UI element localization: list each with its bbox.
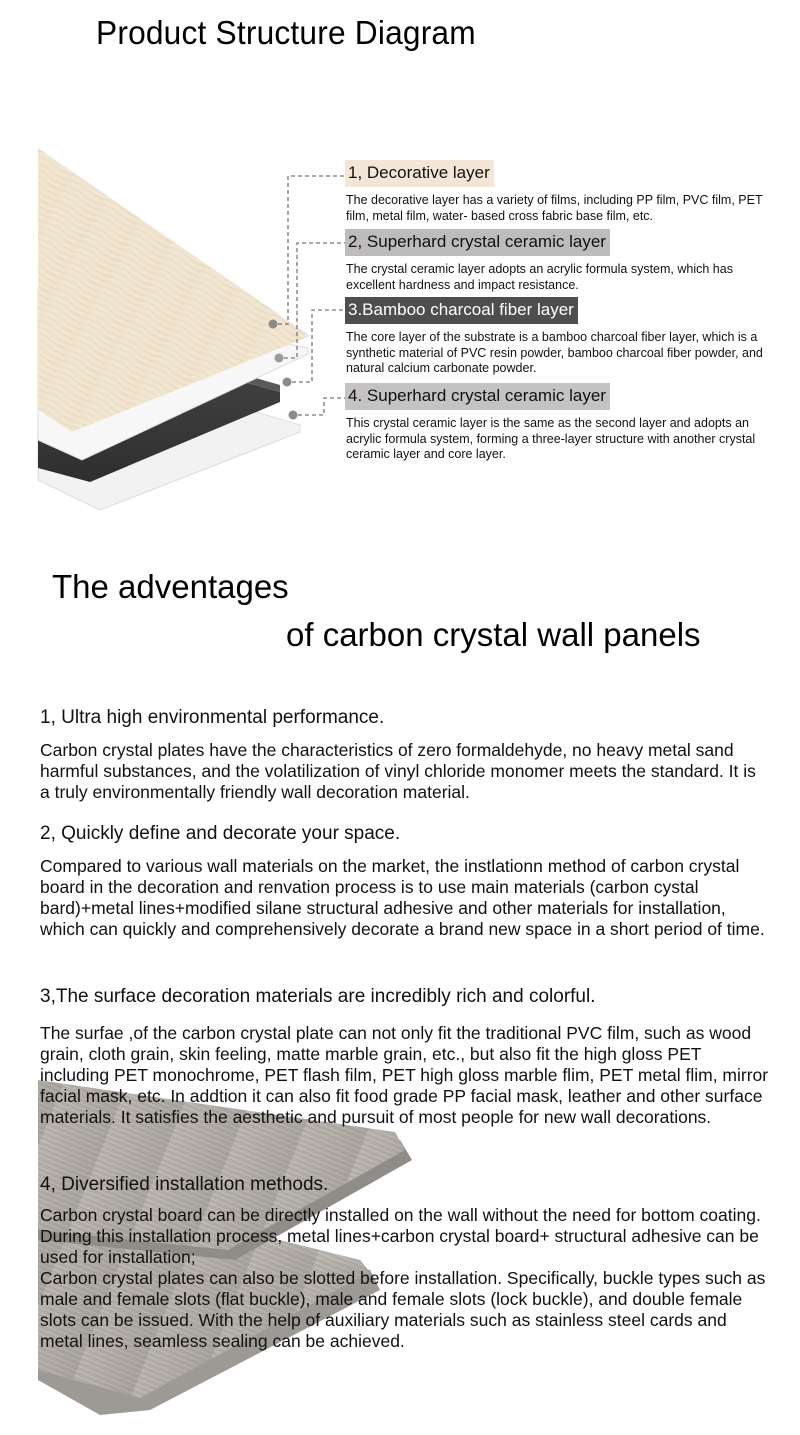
layer-1-marker-dot	[269, 320, 278, 329]
layer-1-callout	[345, 160, 775, 224]
advantage-4-paragraph-2: Carbon crystal plates can also be slotted before installation. Specifically, buckle types such as male and female slots (flat buckle), male and female slots (lock buckle), and double female slots can be issued. With the help of auxiliary materials such as stainless steel cards and metal lines, seamless sealing can be achieved.	[40, 1268, 766, 1351]
advantage-item-2	[40, 822, 770, 940]
advantage-2-paragraph: Compared to various wall materials on the market, the instlationn method of carbon crystal board in the decoration and renvation process is to use main materials (carbon cystal bard)+metal lines+modified silane structural adhesive and other materials for installation, which can quickly and comprehensively decorate a brand new space in a short period of time.	[40, 856, 765, 939]
layer-4-description: This crystal ceramic layer is the same as the second layer and adopts an acrylic formula system, forming a three-layer structure with another crystal ceramic layer and core layer.	[346, 416, 756, 461]
layer-2-marker-dot	[275, 354, 284, 363]
layer-3-description: The core layer of the substrate is a bamboo charcoal fiber layer, which is a synthetic material of PVC resin powder, bamboo charcoal fiber powder, and natural calcium carbonate powder.	[346, 330, 763, 375]
advantage-3-paragraph: The surfae ,of the carbon crystal plate can not only fit the traditional PVC film, such as wood grain, cloth grain, skin feeling, matte marble grain, etc., but also fit the high gloss PET including PET monochrome, PET flash film, PET high gloss marble flim, PET metal flim, mirror facial mask, etc. In addtion it can also fit food grade PP facial mask, leather and other surface materials. It satisfies the aesthetic and pursuit of most people for new wall decorations.	[40, 1023, 769, 1127]
layer-2-callout	[345, 229, 775, 293]
layer-3-callout	[345, 297, 775, 377]
advantage-1-paragraph: Carbon crystal plates have the characteristics of zero formaldehyde, no heavy metal sand harmful substances, and the volatilization of vinyl chloride monomer meets the standard. It is a truly environmentally friendly wall decoration material.	[40, 740, 756, 802]
layer-2-description: The crystal ceramic layer adopts an acrylic formula system, which has excellent hardness and impact resistance.	[346, 262, 733, 292]
advantages-title-line-2: of carbon crystal wall panels	[286, 616, 701, 653]
layer-4-tag: 4. Superhard crystal ceramic layer	[345, 383, 610, 410]
advantage-2-heading: 2, Quickly define and decorate your space.	[40, 823, 401, 844]
layer-3-marker-dot	[283, 378, 292, 387]
layer-structure-diagram	[0, 140, 800, 520]
advantage-4-heading: 4, Diversified installation methods.	[40, 1174, 329, 1195]
advantage-4-paragraph-1: Carbon crystal board can be directly installed on the wall without the need for bottom coating. During this installation process, metal lines+carbon crystal board+ structural adhesive can be used for installation;	[40, 1205, 761, 1267]
layer-2-tag: 2, Superhard crystal ceramic layer	[345, 229, 610, 256]
layer-4-callout	[345, 383, 775, 463]
layer-3-tag: 3.Bamboo charcoal fiber layer	[345, 297, 578, 324]
advantage-3-heading: 3,The surface decoration materials are incredibly rich and colorful.	[40, 986, 596, 1007]
advantage-item-4	[40, 1173, 770, 1352]
layer-1-tag: 1, Decorative layer	[345, 160, 494, 187]
page-title: Product Structure Diagram	[96, 14, 476, 51]
advantage-item-1	[40, 706, 770, 803]
advantage-1-heading: 1, Ultra high environmental performance.	[40, 707, 385, 728]
advantage-item-3	[40, 985, 770, 1128]
advantages-title-line-1: The adventages	[52, 568, 289, 605]
layer-1-description: The decorative layer has a variety of films, including PP film, PVC film, PET film, metal film, water- based cross fabric base film, etc.	[346, 193, 763, 223]
layer-4-marker-dot	[289, 411, 298, 420]
